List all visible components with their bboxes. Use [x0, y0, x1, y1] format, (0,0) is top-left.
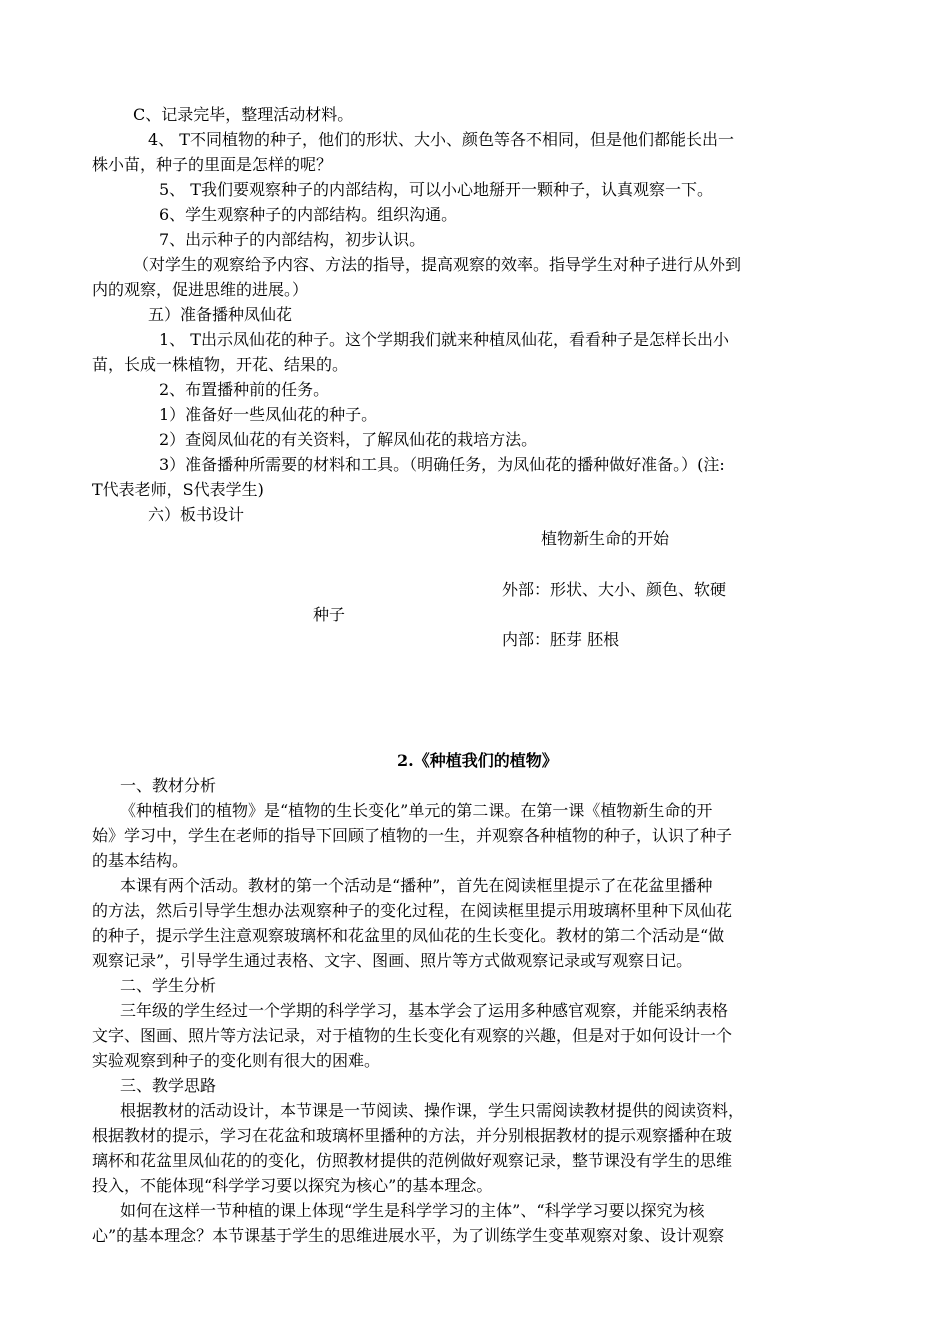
board-seed: 种子 [313, 605, 346, 624]
section-heading: 六）板书设计 [148, 505, 245, 524]
text-line: 本课有两个活动。教材的第一个活动是“播种”，首先在阅读框里提示了在花盆里播种 [120, 876, 713, 895]
text-line: 观察记录”，引导学生通过表格、文字、图画、照片等方式做观察记录或写观察日记。 [92, 951, 693, 970]
text-line: 文字、图画、照片等方法记录，对于植物的生长变化有观察的兴趣，但是对于如何设计一个 [92, 1026, 733, 1045]
text-line: （对学生的观察给予内容、方法的指导，提高观察的效率。指导学生对种子进行从外到 [133, 255, 742, 274]
text-line: 的方法，然后引导学生想办法观察种子的变化过程，在阅读框里提示用玻璃杯里种下凤仙花 [92, 901, 733, 920]
board-outer: 外部：形状、大小、颜色、软硬 [502, 580, 727, 599]
text-line: 苗，长成一株植物，开花、结果的。 [92, 355, 349, 374]
text-line: 的种子，提示学生注意观察玻璃杯和花盆里的凤仙花的生长变化。教材的第二个活动是“做 [92, 926, 725, 945]
section-heading: 二、学生分析 [120, 976, 217, 995]
text-line: 始》学习中，学生在老师的指导下回顾了植物的一生，并观察各种植物的种子，认识了种子 [92, 826, 733, 845]
text-line: 1）准备好一些凤仙花的种子。 [159, 405, 378, 424]
text-line: 株小苗，种子的里面是怎样的呢？ [92, 155, 333, 174]
text-line: 实验观察到种子的变化则有很大的困难。 [92, 1051, 381, 1070]
text-line: 1、 T出示凤仙花的种子。这个学期我们就来种植凤仙花，看看种子是怎样长出小 [159, 330, 729, 349]
lesson-title: 2.《种植我们的植物》 [397, 751, 558, 770]
text-line: 投入，不能体现“科学学习要以探究为核心”的基本理念。 [92, 1176, 493, 1195]
text-line: 7、出示种子的内部结构，初步认识。 [159, 230, 426, 249]
text-line: 如何在这样一节种植的课上体现“学生是科学学习的主体”、“科学学习要以探究为核 [120, 1201, 705, 1220]
text-line: 5、 T我们要观察种子的内部结构，可以小心地掰开一颗种子，认真观察一下。 [159, 180, 713, 199]
text-line: 《种植我们的植物》是“植物的生长变化”单元的第二课。在第一课《植物新生命的开 [120, 801, 713, 820]
text-line: 心”的基本理念？本节课基于学生的思维进展水平，为了训练学生变革观察对象、设计观察 [92, 1226, 725, 1245]
text-line: 内的观察，促进思维的进展。） [92, 280, 309, 299]
text-line: 璃杯和花盆里凤仙花的的变化，仿照教材提供的范例做好观察记录，整节课没有学生的思维 [92, 1151, 733, 1170]
section-heading: 五）准备播种凤仙花 [148, 305, 293, 324]
text-line: 6、学生观察种子的内部结构。组织沟通。 [159, 205, 458, 224]
text-line: 的基本结构。 [92, 851, 189, 870]
section-heading: 三、教学思路 [120, 1076, 217, 1095]
section-heading: 一、教材分析 [120, 776, 217, 795]
board-inner: 内部：胚芽 胚根 [502, 630, 620, 649]
text-line: 4、 T不同植物的种子，他们的形状、大小、颜色等各不相同，但是他们都能长出一 [148, 130, 734, 149]
text-line: 根据教材的提示，学习在花盆和玻璃杯里播种的方法，并分别根据教材的提示观察播种在玻 [92, 1126, 733, 1145]
text-line: C、记录完毕，整理活动材料。 [133, 105, 354, 124]
text-line: 三年级的学生经过一个学期的科学学习，基本学会了运用多种感官观察，并能采纳表格 [120, 1001, 729, 1020]
text-line: T代表老师，S代表学生) [92, 480, 264, 499]
text-line: 根据教材的活动设计，本节课是一节阅读、操作课，学生只需阅读教材提供的阅读资料， [120, 1101, 745, 1120]
text-line: 3）准备播种所需要的材料和工具。（明确任务，为凤仙花的播种做好准备。）(注: [159, 455, 725, 474]
text-line: 2、布置播种前的任务。 [159, 380, 330, 399]
text-line: 2）查阅凤仙花的有关资料，了解凤仙花的栽培方法。 [159, 430, 538, 449]
board-title: 植物新生命的开始 [541, 529, 670, 548]
